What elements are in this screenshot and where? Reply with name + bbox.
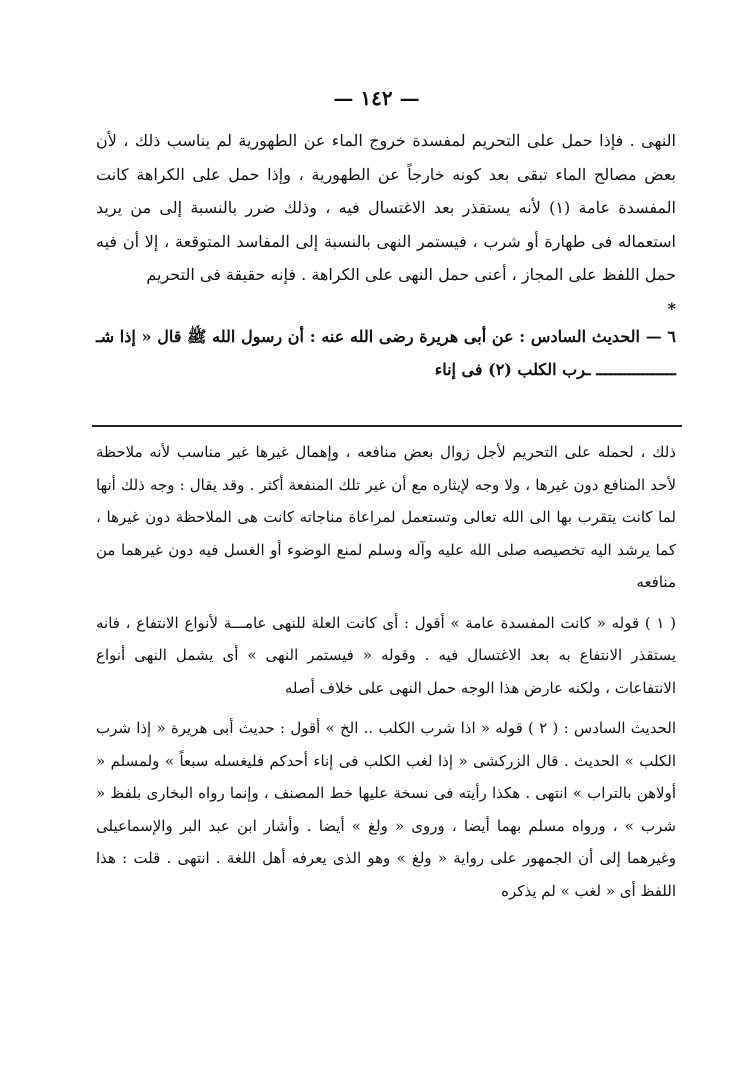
footnotes	[96, 436, 676, 915]
page-number: — ١٤٢ —	[333, 86, 420, 110]
footnote-2: الحديث السادس : ( ٢ ) قوله « اذا شرب الكلب .. الخ » أقول : حديث أبى هريرة « إذا شرب الكلب » الحديث . قال الزركشى « إذا لغب الكلب فى إناء أحدكم فليغسله سبعاً » ولمسلم « أولاهن بالتراب » انتهى . هكذا رأيته فى نسخة عليها خط المصنف ، وإنما رواه البخارى بلفظ « شرب » ، ورواه مسلم بهما أيضا ، وروى « ولغ » أيضا . وأشار ابن عبد البر والإسماعيلى وغيرهما إلى أن الجمهور على رواية « ولغ » وهو الذى يعرفه أهل اللغة . انتهى . قلت : هذا اللفظ أى « لغب » لم يذكره	[96, 719, 677, 900]
main-paragraph: النهى . فإذا حمل على التحريم لمفسدة خروج الماء عن الطهورية لم يناسب ذلك ، لأن بعض مصالح الماء تبقى بعد كونه خارجاً عن الطهورية ، وإذا حمل على الكراهة كانت المفسدة عامة (١) لأنه يستقذر بعد الاغتسال فيه ، وذلك ضرر بالنسبة إلى من يريد استعماله فى طهارة أو شرب ، فيستمر النهى بالنسبة إلى المفاسد المتوقعة ، إلا أن فيه حمل اللفظ على المجاز ، أعنى حمل النهى على الكراهة . فإنه حقيقة فى التحريم	[96, 131, 677, 284]
section-separator: *	[667, 298, 676, 318]
footnote-1: ( ١ ) قوله « كانت المفسدة عامة » أقول : أى كانت العلة للنهى عامـــة لأنواع الانتفاع ، فانه يستقذر الانتفاع به بعد الاغتسال فيه . وقوله « فيستمر النهى » أى يشمل النهى أنواع الانتفاعات ، ولكنه عارض هذا الوجه حمل النهى على خلاف أصله	[96, 613, 676, 697]
footnote-divider	[92, 425, 682, 427]
footnote-continuation: ذلك ، لحمله على التحريم لأجل زوال بعض منافعه ، وإهمال غيرها غير مناسب لأنه ملاحظة لأحد المنافع دون غيرها ، ولا وجه لإيثاره مع أن غير تلك المنفعة أكثر . وقد يقال : وجه ذلك أنها لما كانت يتقرب بها الى الله تعالى وتستعمل لمراعاة مناجاته كانت هى الملاحظة دون غيرها ، كما يرشد اليه تخصيصه صلى الله عليه وآله وسلم لمنع الوضوء أو الغسل فيه دون غيرهما من منافعه	[96, 443, 676, 591]
hadith-heading: ٦ — الحديث السادس : عن أبى هريرة رضى الله عنه : أن رسول الله ﷺ قال « إذا شـ ـــــــــــــــــ ـرب الكلب (٢) فى إناء	[96, 326, 676, 379]
main-text	[96, 124, 676, 387]
